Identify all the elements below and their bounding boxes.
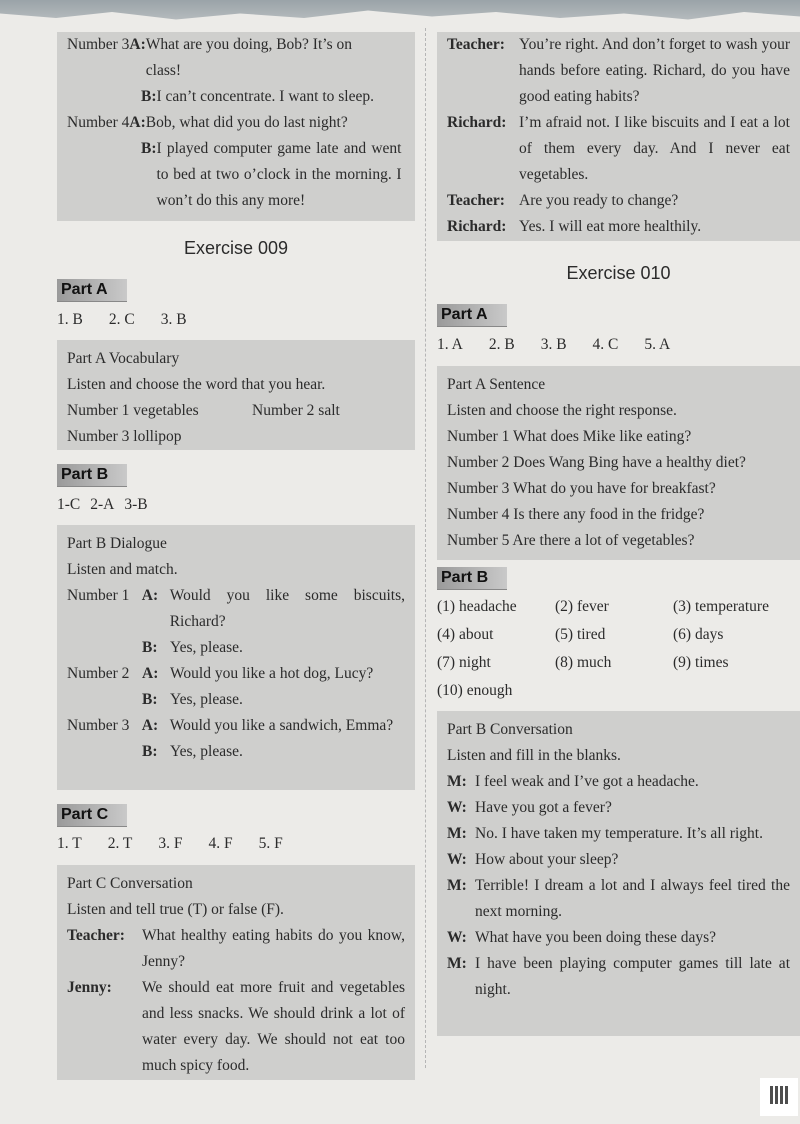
- dialogue-line: B: I can’t concentrate. I want to sleep.: [141, 88, 374, 105]
- part-a-label: Part A: [57, 279, 127, 302]
- torn-page-edge: [0, 0, 800, 30]
- part-b-answers: (1) headache (2) fever (3) temperature (4) about (5) tired (6) days (7) night (8) much (9) times (10) enough: [437, 598, 769, 699]
- dialogue-line: B: Yes, please.: [142, 691, 243, 708]
- part-a-answers: 1. B 2. C 3. B: [57, 311, 187, 328]
- dialogue-line: Richard: I’m afraid not. I like biscuits and I eat a lot of them every day. And I never eat vegetables.: [447, 114, 790, 183]
- dialogue-line: M: No. I have taken my temperature. It’s all right.: [447, 825, 763, 842]
- dialogue-line: Number 3 A: Would you like a sandwich, Emma?: [67, 717, 394, 734]
- part-b-dialogue-box: Part B Dialogue Listen and match. Number 1 A: Would you like some biscuits, Richard? B: Yes, please. Number 2 A: Would you like a hot dog, Lucy? B: Yes, please. Number 3 A: Would you like a sandwich, Emma? B: Yes, please.: [57, 525, 415, 790]
- part-c-conversation-box: Part C Conversation Listen and tell true (T) or false (F). Teacher: What healthy eating habits do you know, Jenny? Jenny: We should eat more fruit and vegetables and less snacks. We should drink a lot of water every day. We should not eat too much spicy food.: [57, 865, 415, 1080]
- dialogue-line: W: What have you been doing these days?: [447, 929, 717, 946]
- dialogue-line: Number 2 A: Would you like a hot dog, Lucy?: [67, 665, 374, 682]
- dialogue-line: Teacher: Are you ready to change?: [447, 192, 679, 209]
- part-a-sentence-box: Part A Sentence Listen and choose the right response. Number 1 What does Mike like eating? Number 2 Does Wang Bing have a healthy diet? Number 3 What do you have for breakfast? Number 4 Is there any food in the fridge? Number 5 Are there a lot of vegetables?: [437, 366, 800, 560]
- dialogue-line: Number 3 A: What are you doing, Bob? It’s on class!: [67, 36, 352, 79]
- dialogue-line: B: Yes, please.: [142, 743, 243, 760]
- dialogue-box-continued: [57, 32, 415, 221]
- part-c-label: Part C: [57, 804, 127, 827]
- dialogue-box-continued: [437, 32, 800, 241]
- part-a-answers: 1. A 2. B 3. B 4. C 5. A: [437, 336, 671, 353]
- part-c-answers: 1. T 2. T 3. F 4. F 5. F: [57, 835, 283, 852]
- part-a-vocabulary-box: Part A Vocabulary Listen and choose the word that you hear. Number 1 vegetables Number 2 salt Number 3 lollipop: [57, 340, 415, 450]
- dialogue-line: Number 1 A: Would you like some biscuits, Richard?: [67, 587, 405, 630]
- dialogue-line: W: Have you got a fever?: [447, 799, 612, 816]
- part-a-label: Part A: [437, 304, 507, 327]
- dialogue-line: M: I have been playing computer games till late at night.: [447, 955, 790, 998]
- column-divider: [425, 28, 426, 1068]
- dialogue-line: M: Terrible! I dream a lot and I always feel tired the next morning.: [447, 877, 790, 920]
- qr-code-icon: [760, 1078, 798, 1116]
- dialogue-line: Richard: Yes. I will eat more healthily.: [447, 218, 702, 235]
- part-b-answers: 1-C 2-A 3-B: [57, 496, 148, 513]
- dialogue-line: Teacher: You’re right. And don’t forget to wash your hands before eating. Richard, do you have good eating habits?: [447, 36, 790, 105]
- dialogue-line: W: How about your sleep?: [447, 851, 619, 868]
- dialogue-line: B: I played computer game late and went to bed at two o’clock in the morning. I won’t do this any more!: [141, 140, 402, 209]
- dialogue-line: Jenny: We should eat more fruit and vegetables and less snacks. We should drink a lot of water every day. We should not eat too much spicy food.: [67, 979, 405, 1074]
- exercise-009-title: Exercise 009: [183, 238, 289, 258]
- part-b-conversation-box: Part B Conversation Listen and fill in the blanks. M: I feel weak and I’ve got a headache. W: Have you got a fever? M: No. I have taken my temperature. It’s all right. W: How about your sleep? M: Terrible! I dream a lot and I always feel tired the next morning. W: What have you been doing these days? M: I have been playing computer games till late at night.: [437, 711, 800, 1036]
- dialogue-line: Teacher: What healthy eating habits do you know, Jenny?: [67, 927, 405, 970]
- part-b-label: Part B: [57, 464, 127, 487]
- dialogue-line: Number 4 A: Bob, what did you do last night?: [67, 114, 348, 131]
- dialogue-line: M: I feel weak and I’ve got a headache.: [447, 773, 699, 790]
- dialogue-line: B: Yes, please.: [142, 639, 243, 656]
- exercise-010-title: Exercise 010: [566, 263, 671, 283]
- part-b-label: Part B: [437, 567, 507, 590]
